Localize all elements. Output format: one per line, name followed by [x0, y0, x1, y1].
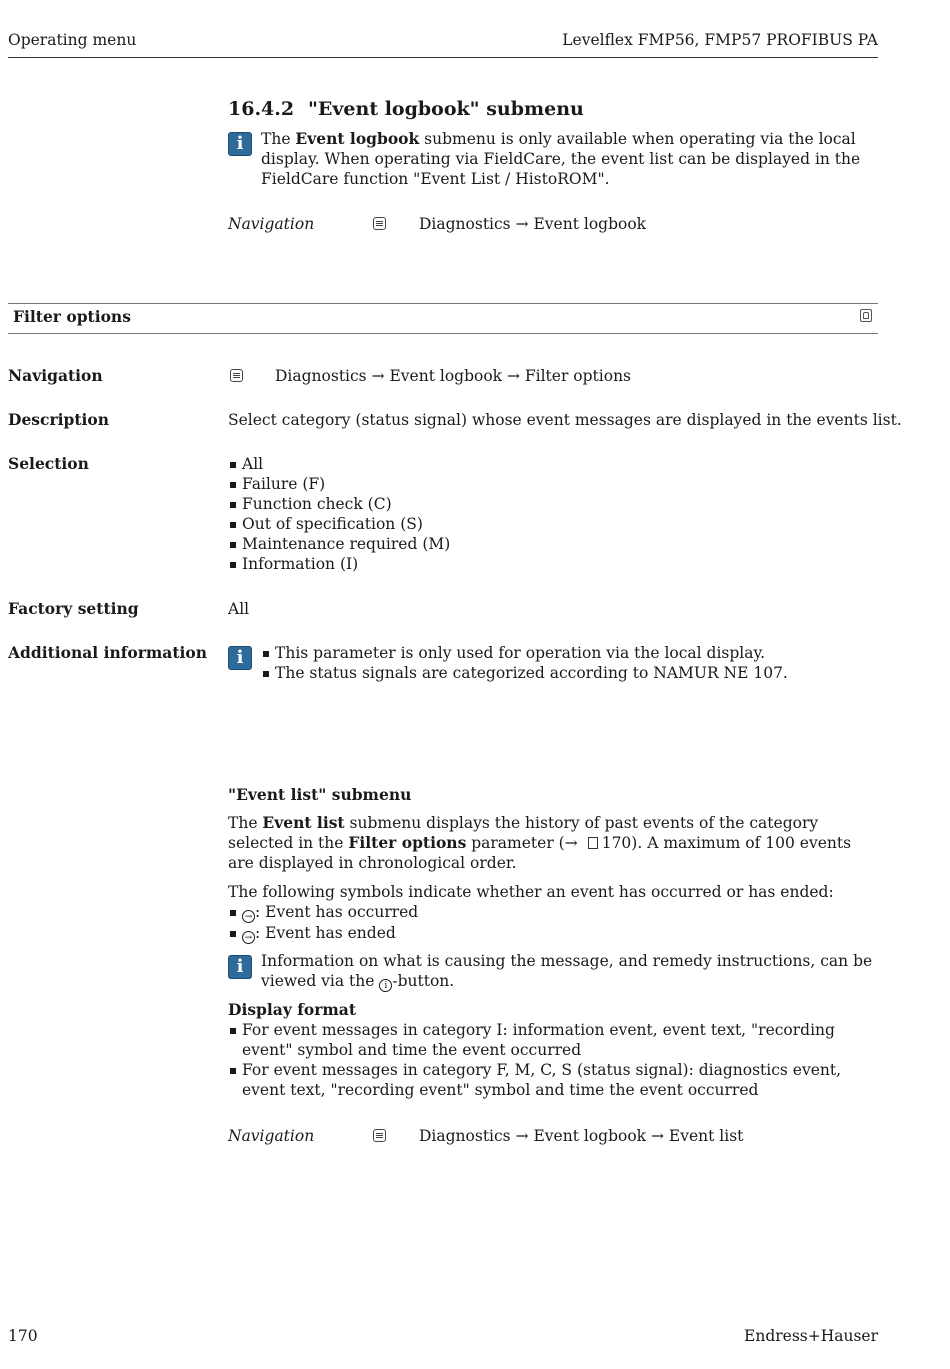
selection-list	[228, 454, 450, 574]
additional-info-list	[261, 643, 788, 683]
info-icon: i	[228, 646, 252, 670]
header-section-title: Operating menu	[8, 31, 137, 49]
info-button-icon: i	[379, 979, 392, 992]
description-text: Select category (status signal) whose event messages are displayed in the events list.	[228, 411, 902, 429]
menu-icon	[373, 217, 386, 230]
list-item: Maintenance required (M)	[228, 534, 450, 554]
lock-icon	[860, 309, 872, 322]
factory-setting-label: Factory setting	[8, 599, 139, 618]
info-icon: i	[228, 955, 252, 979]
event-list-heading: "Event list" submenu	[228, 785, 412, 804]
section-note: The Event logbook submenu is only available when operating via the local display. When operating via FieldCare, the event list can be displayed in the FieldCare function "Event List / HistoROM".	[261, 129, 861, 188]
page-number: 170	[8, 1327, 38, 1345]
event-ended-icon: →	[242, 931, 255, 944]
display-format-heading: Display format	[228, 1000, 357, 1019]
list-item: Information (I)	[228, 554, 450, 574]
section-nav-label: Navigation	[228, 215, 315, 233]
display-format-list	[228, 1020, 876, 1100]
list-item: All	[228, 454, 450, 474]
event-list-nav-label: Navigation	[228, 1127, 315, 1145]
section-heading	[228, 97, 584, 121]
event-list-nav-path: Diagnostics → Event logbook → Event list	[419, 1127, 744, 1145]
event-list-note: Information on what is causing the message, and remedy instructions, can be viewed via the i -button.	[261, 952, 873, 991]
list-item: Function check (C)	[228, 494, 450, 514]
selection-label: Selection	[8, 454, 89, 473]
section-nav-path: Diagnostics → Event logbook	[419, 215, 647, 233]
list-item: Out of specification (S)	[228, 514, 450, 534]
list-item: Failure (F)	[228, 474, 450, 494]
list-item: → : Event has occurred	[228, 902, 418, 923]
list-item: → : Event has ended	[228, 923, 418, 944]
info-icon: i	[228, 132, 252, 156]
page-reference-icon	[588, 837, 598, 849]
symbols-list	[228, 902, 418, 944]
additional-info-label: Additional information	[8, 643, 208, 662]
section-title: "Event logbook" submenu	[308, 98, 584, 120]
note-bold-term: Event logbook	[295, 129, 420, 148]
list-item: For event messages in category F, M, C, S (status signal): diagnostics event, event text, "recording event" symbol and time the event occurred	[228, 1060, 876, 1100]
parameter-band-bottom-rule	[8, 333, 878, 334]
menu-icon	[230, 369, 243, 382]
menu-icon	[373, 1129, 386, 1142]
description-label: Description	[8, 410, 110, 429]
navigation-path: Diagnostics → Event logbook → Filter options	[275, 367, 632, 385]
symbols-intro: The following symbols indicate whether an event has occurred or has ended:	[228, 883, 834, 901]
brand-name: Endress+Hauser	[744, 1327, 878, 1345]
section-number: 16.4.2	[228, 98, 295, 120]
list-item: For event messages in category I: information event, event text, "recording event" symbol and time the event occurred	[228, 1020, 876, 1060]
parameter-band-top-rule	[8, 303, 878, 304]
event-list-paragraph: The Event list submenu displays the history of past events of the category selected in the Filter options parameter (→ 170). A maximum of 100 events are displayed in chronological order.	[228, 813, 852, 872]
header-product-name: Levelflex FMP56, FMP57 PROFIBUS PA	[562, 31, 878, 49]
list-item: This parameter is only used for operation via the local display.	[261, 643, 788, 663]
event-occurred-icon: →	[242, 910, 255, 923]
header-divider	[8, 57, 878, 58]
navigation-label: Navigation	[8, 366, 103, 385]
page-reference: 170	[601, 834, 632, 852]
list-item: The status signals are categorized according to NAMUR NE 107.	[261, 663, 788, 683]
parameter-title: Filter options	[13, 307, 131, 326]
factory-setting-value: All	[228, 600, 250, 618]
